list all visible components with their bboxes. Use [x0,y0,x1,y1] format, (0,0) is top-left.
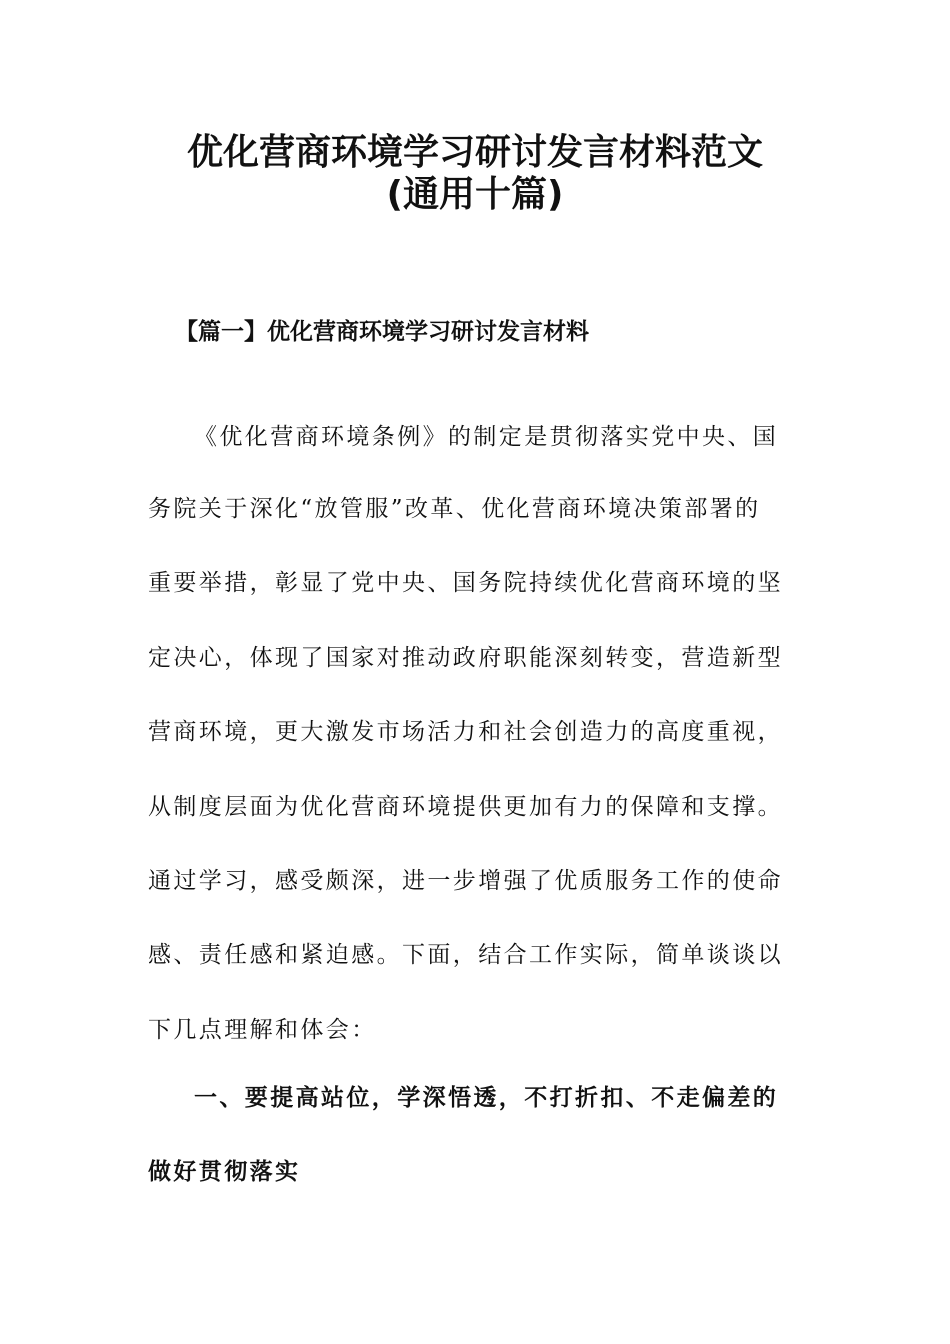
paragraph-line: 定决心，体现了国家对推动政府职能深刻转变，营造新型 [148,645,783,671]
paragraph-line: 重要举措，彰显了党中央、国务院持续优化营商环境的坚 [148,570,783,596]
paragraph-line: 务院关于深化“放管服”改革、优化营商环境决策部署的 [148,496,761,522]
paragraph-line: 感、责任感和紧迫感。下面，结合工作实际，简单谈谈以 [148,942,783,968]
paragraph-line: 营商环境，更大激发市场活力和社会创造力的高度重视， [148,719,783,745]
paragraph-line: 《优化营商环境条例》的制定是贯彻落实党中央、国 [194,424,779,450]
paragraph-line: 通过学习，感受颇深，进一步增强了优质服务工作的使命 [148,868,783,894]
subheading-line: 做好贯彻落实 [148,1159,301,1185]
paragraph-line: 从制度层面为优化营商环境提供更加有力的保障和支撑。 [148,794,783,820]
subheading-line: 一、要提高站位，学深悟透，不打折扣、不走偏差的 [194,1085,779,1111]
document-title-line-1: 优化营商环境学习研讨发言材料范文 [186,132,763,173]
document-title-line-2: (通用十篇) [386,174,564,215]
section-heading: 【篇一】优化营商环境学习研讨发言材料 [175,319,589,345]
paragraph-line: 下几点理解和体会： [148,1017,377,1043]
